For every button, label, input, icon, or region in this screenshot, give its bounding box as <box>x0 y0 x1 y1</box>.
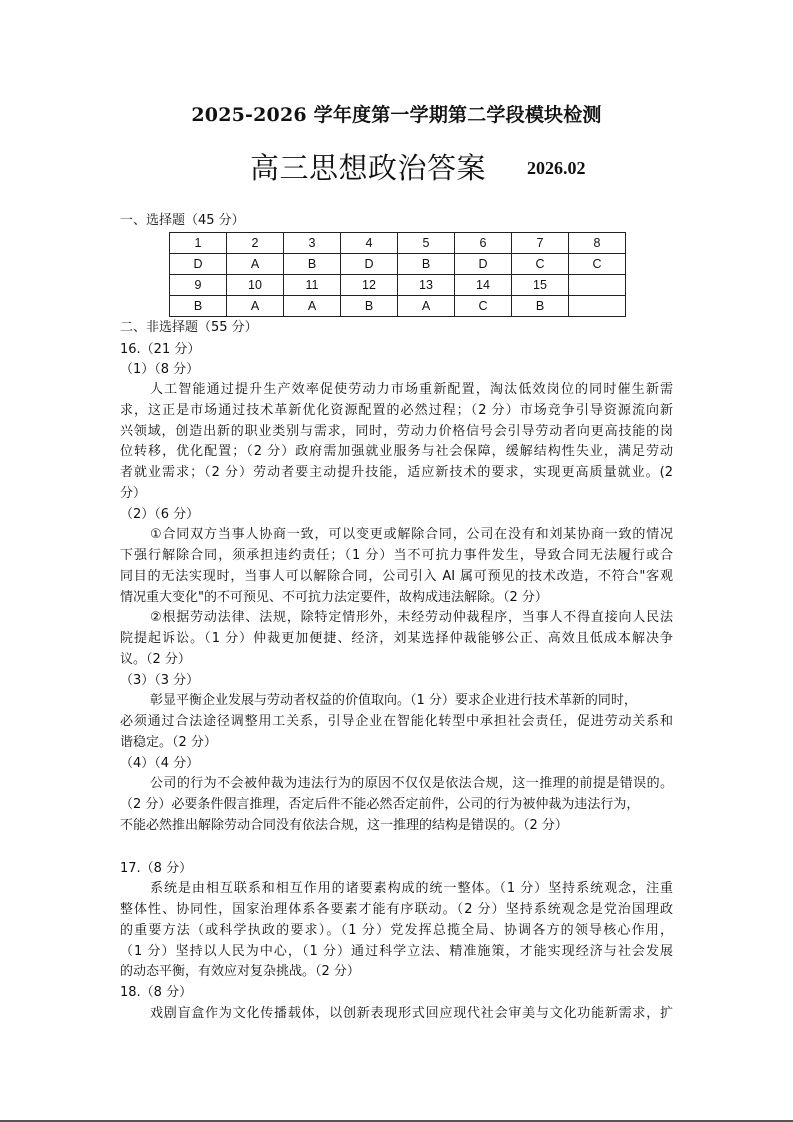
section1-heading: 一、选择题（45 分） <box>120 213 245 228</box>
table-cell: 7 <box>512 233 569 254</box>
table-cell: 5 <box>398 233 455 254</box>
q16-part4-line: 公司的行为不会被仲裁为违法行为的原因不仅仅是依法合规，这一推理的前提是错误的。 <box>150 776 673 791</box>
q16-part3-line: 谐稳定。（2 分） <box>120 735 217 750</box>
q16-part4-line: 不能必然推出解除劳动合同没有依法合规，这一推理的结构是错误的。（2 分） <box>120 818 568 833</box>
table-cell: 4 <box>341 233 398 254</box>
section2-heading: 二、非选择题（55 分） <box>120 320 258 335</box>
q16-part2-heading: （2）（6 分） <box>120 507 200 522</box>
q16-part1-line: 人工智能通过提升生产效率促使劳动力市场重新配置，淘汰低效岗位的同时催生新需 <box>150 382 673 397</box>
q16-part3-line: 必须通过合法途径调整用工关系，引导企业在智能化转型中承担社会责任，促进劳动关系和 <box>120 714 673 729</box>
table-cell: B <box>170 296 227 317</box>
subject-title: 高三思想政治答案 <box>250 151 487 185</box>
q16-part3-line: 彰显平衡企业发展与劳动者权益的价值取向。（1 分）要求企业进行技术革新的同时， <box>150 693 637 708</box>
q17-line: 系统是由相互联系和相互作用的诸要素构成的统一整体。（1 分）坚持系统观念，注重 <box>150 881 673 896</box>
table-cell: 9 <box>170 275 227 296</box>
q16-part4-line: （2 分）必要条件假言推理，否定后件不能必然否定前件，公司的行为被仲裁为违法行为， <box>120 797 640 812</box>
table-row <box>170 296 626 317</box>
exam-title: 2025-2026 学年度第一学期第二学段模块检测 <box>191 104 602 126</box>
table-cell: 13 <box>398 275 455 296</box>
q16-part1-line: 位转移，优化配置；（2 分）政府需加强就业服务与社会保障，缓解结构性失业，满足劳动 <box>120 444 673 459</box>
table-cell: 14 <box>455 275 512 296</box>
table-row <box>170 275 626 296</box>
q16-part1-line: 分） <box>120 486 147 501</box>
table-cell: A <box>284 296 341 317</box>
table-cell: A <box>398 296 455 317</box>
table-cell: B <box>512 296 569 317</box>
table-cell: D <box>170 254 227 275</box>
table-cell: A <box>227 254 284 275</box>
table-cell: D <box>455 254 512 275</box>
table-cell: 15 <box>512 275 569 296</box>
table-cell: 11 <box>284 275 341 296</box>
exam-date: 2026.02 <box>527 158 586 178</box>
table-cell: 1 <box>170 233 227 254</box>
q17-heading: 17.（8 分） <box>120 861 193 876</box>
table-cell: A <box>227 296 284 317</box>
table-cell: C <box>569 254 626 275</box>
q16-heading: 16.（21 分） <box>120 342 201 357</box>
q16-part4-heading: （4）（4 分） <box>120 756 200 771</box>
table-cell: 12 <box>341 275 398 296</box>
q16-part1-line: 者就业需求；（2 分）劳动者要主动提升技能，适应新技术的要求，实现更高质量就业。(2 <box>120 465 673 480</box>
table-cell: D <box>341 254 398 275</box>
table-cell: C <box>512 254 569 275</box>
q16-part1-heading: （1）（8 分） <box>120 362 200 377</box>
table-cell: B <box>341 296 398 317</box>
table-cell: 10 <box>227 275 284 296</box>
q17-line: （1 分）坚持以人民为中心，（1 分）通过科学立法、精准施策，才能实现经济与社会发展 <box>120 944 673 959</box>
q16-part1-line: 求，这正是市场通过技术革新优化资源配置的必然过程；（2 分）市场竞争引导资源流向新 <box>120 403 673 418</box>
table-row <box>170 233 626 254</box>
table-cell: C <box>455 296 512 317</box>
table-cell: B <box>398 254 455 275</box>
q16-part2-line: ②根据劳动法律、法规，除特定情形外，未经劳动仲裁程序，当事人不得直接向人民法 <box>150 610 673 625</box>
table-cell <box>569 296 626 317</box>
table-cell <box>569 275 626 296</box>
q16-part3-heading: （3）（3 分） <box>120 673 200 688</box>
table-cell: 8 <box>569 233 626 254</box>
q18-line: 戏剧盲盒作为文化传播载体，以创新表现形式回应现代社会审美与文化功能新需求，扩 <box>150 1006 673 1021</box>
table-cell: 3 <box>284 233 341 254</box>
q17-line: 的重要方法（或科学执政的要求）。（1 分）党发挥总揽全局、协调各方的领导核心作用， <box>120 923 673 938</box>
q18-heading: 18.（8 分） <box>120 985 193 1000</box>
table-cell: B <box>284 254 341 275</box>
q17-line: 整体性、协同性，国家治理体系各要素才能有序联动。（2 分）坚持系统观念是党治国理政 <box>120 902 673 917</box>
table-cell: 2 <box>227 233 284 254</box>
q16-part1-line: 兴领域，创造出新的职业类别与需求，同时，劳动力价格信号会引导劳动者向更高技能的岗 <box>120 424 673 439</box>
q16-part2-line: 情况重大变化"的不可预见、不可抗力法定要件，故构成违法解除。（2 分） <box>120 590 548 605</box>
q16-part2-line: 议。（2 分） <box>120 652 191 667</box>
q16-part2-line: 下强行解除合同，须承担违约责任；（1 分）当不可抗力事件发生，导致合同无法履行或合 <box>120 548 673 563</box>
q16-part2-line: 院提起诉讼。（1 分）仲裁更加便捷、经济，刘某选择仲裁能够公正、高效且低成本解决争 <box>120 631 673 646</box>
q16-part2-line: 同目的无法实现时，当事人可以解除合同，公司引入 AI 属可预见的技术改造，不符合"客观 <box>120 569 673 584</box>
q17-line: 的动态平衡，有效应对复杂挑战。（2 分） <box>120 964 360 979</box>
answer-table <box>169 232 626 317</box>
q16-part2-line: ①合同双方当事人协商一致，可以变更或解除合同，公司在没有和刘某协商一致的情况 <box>150 527 673 542</box>
table-row <box>170 254 626 275</box>
table-cell: 6 <box>455 233 512 254</box>
